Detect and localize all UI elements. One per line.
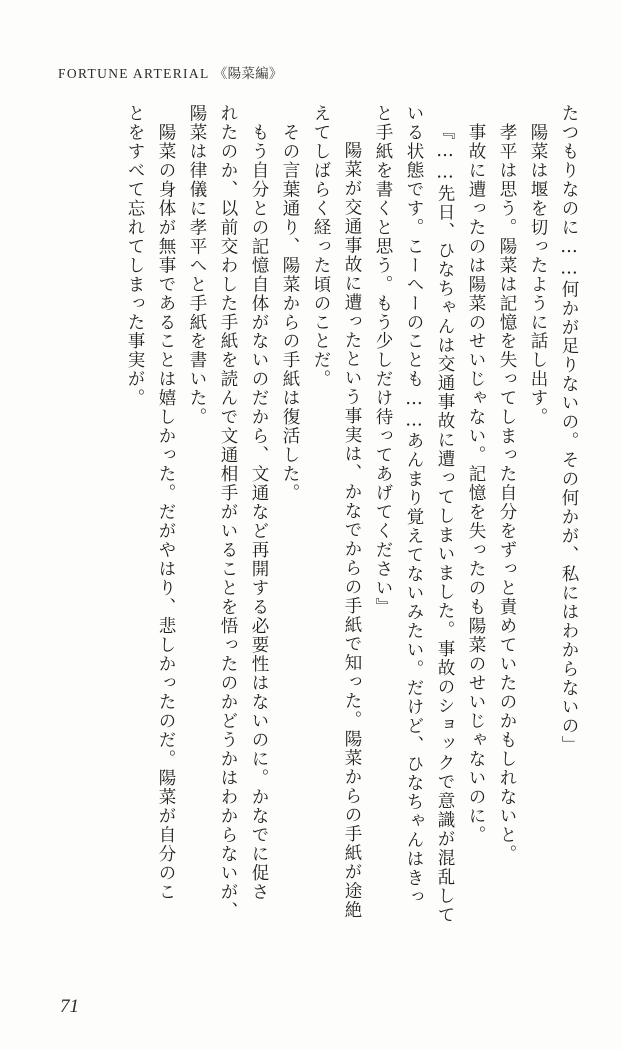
text-column: たつもりなのに……何かが足りないの。その何かが、私にはわからないの」 [559,104,579,755]
text-column: 『……先日、ひなちゃんは交通事故に遭ってしまいました。事故のショックで意識が混乱して [435,122,455,925]
text-column: その言葉通り、陽菜からの手紙は復活した。 [280,104,300,503]
text-column: と手紙を書くと思う。もう少しだけ待ってあげてください』 [373,104,393,617]
running-header [58,62,283,82]
text-column: 陽菜が交通事故に遭ったという事実は、かなでからの手紙で知った。陽菜からの手紙が途絶 [342,122,362,920]
text-column: れたのか、以前交わした手紙を読んで文通相手がいることを悟ったのかどうかはわからないが、 [218,104,238,921]
running-header-volume: 《陽菜編》 [213,66,283,81]
text-column: 孝平は思う。陽菜は記憶を失ってしまった自分をずっと責めていたのかもしれないと。 [497,104,517,864]
running-header-series: FORTUNE ARTERIAL [58,66,210,81]
text-column: 陽菜の身体が無事であることは嬉しかった。だがやはり、悲しかったのだ。陽菜が自分のこ [156,104,176,902]
page-number: 71 [60,996,79,1017]
text-column: 事故に遭ったのは陽菜のせいじゃない。記憶を失ったのも陽菜のせいじゃないのに。 [466,104,486,845]
text-column: 陽菜は律儀に孝平へと手紙を書いた。 [187,104,207,427]
text-column: えてしばらく経った頃のことだ。 [311,104,331,389]
text-column: とをすべて忘れてしまった事実が。 [125,104,145,408]
text-column: いる状態です。こーへーのことも……あんまり覚えてないみたい。だけど、ひなちゃんはきっ [404,104,424,907]
text-column: もう自分との記憶自体がないのだから、文通など再開する必要性はないのに。かなでに促さ [249,104,269,902]
vertical-text-block [52,104,577,974]
text-column: 陽菜は堰を切ったように話し出す。 [528,104,548,427]
